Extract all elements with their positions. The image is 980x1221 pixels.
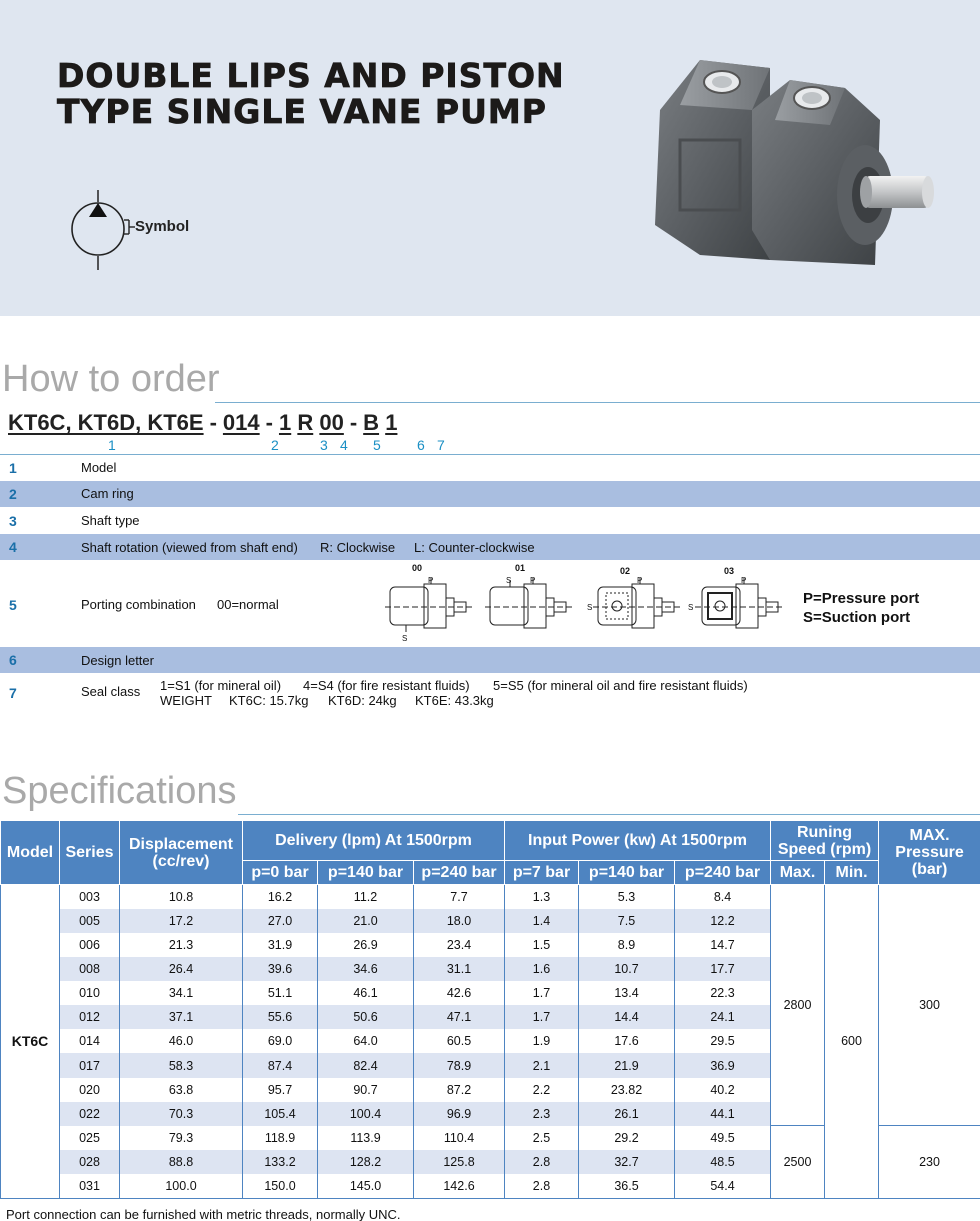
code-index: 6 <box>417 437 425 453</box>
table-cell: 50.6 <box>318 1005 414 1029</box>
table-cell: 40.2 <box>675 1078 771 1102</box>
table-cell: 005 <box>60 909 120 933</box>
port-legend-suction: S=Suction port <box>803 609 911 626</box>
table-cell: 17.6 <box>579 1029 675 1053</box>
table-cell: 96.9 <box>414 1102 505 1126</box>
code-seal: 1 <box>385 410 398 435</box>
table-cell: 13.4 <box>579 981 675 1005</box>
code-shaft-type: 1 <box>278 410 292 435</box>
table-cell: 600 <box>825 885 879 1199</box>
port-label-s: S <box>688 603 694 612</box>
table-cell: 26.1 <box>579 1102 675 1126</box>
col-pressure <box>879 821 980 885</box>
table-cell: 46.0 <box>120 1029 243 1053</box>
spec-heading-rule <box>238 814 980 815</box>
table-cell: 14.4 <box>579 1005 675 1029</box>
order-row-number: 7 <box>9 685 17 701</box>
table-cell: 26.9 <box>318 933 414 957</box>
code-cam-ring: 014 <box>222 410 260 435</box>
table-cell: 1.6 <box>505 957 579 981</box>
order-row-cam-ring <box>0 481 980 507</box>
col-delivery-240: p=240 bar <box>414 861 505 885</box>
table-cell: 34.1 <box>120 981 243 1005</box>
table-cell: 2.8 <box>505 1150 579 1174</box>
weight-kt6c: KT6C: 15.7kg <box>229 693 309 708</box>
table-cell: 1.9 <box>505 1029 579 1053</box>
title-line-2: TYPE SINGLE VANE PUMP <box>57 92 547 131</box>
table-cell: 028 <box>60 1150 120 1174</box>
order-row-label: Seal class <box>81 684 141 699</box>
table-cell: 54.4 <box>675 1174 771 1198</box>
order-row-number: 1 <box>9 460 17 476</box>
table-cell: 82.4 <box>318 1053 414 1077</box>
table-cell: 010 <box>60 981 120 1005</box>
table-cell: 8.9 <box>579 933 675 957</box>
code-model: KT6C, KT6D, KT6E <box>8 410 204 435</box>
col-displacement <box>120 821 243 885</box>
table-cell: 49.5 <box>675 1126 771 1150</box>
table-cell: 46.1 <box>318 981 414 1005</box>
porting-normal: 00=normal <box>217 597 279 612</box>
porting-code-00: 00 <box>412 563 423 573</box>
order-row-number: 4 <box>9 539 17 555</box>
table-cell: 300 <box>879 885 980 1126</box>
table-cell: 69.0 <box>243 1029 318 1053</box>
order-heading-rule <box>215 402 980 403</box>
table-cell: 51.1 <box>243 981 318 1005</box>
table-cell: 100.4 <box>318 1102 414 1126</box>
table-cell: 150.0 <box>243 1174 318 1198</box>
table-cell: 012 <box>60 1005 120 1029</box>
col-displacement-label: Displacement <box>128 835 234 853</box>
table-cell: 90.7 <box>318 1078 414 1102</box>
table-cell: 78.9 <box>414 1053 505 1077</box>
table-cell: 008 <box>60 957 120 981</box>
table-cell: 21.3 <box>120 933 243 957</box>
table-cell: 17.7 <box>675 957 771 981</box>
code-index: 5 <box>373 437 381 453</box>
table-cell: 44.1 <box>675 1102 771 1126</box>
seal-s5: 5=S5 (for mineral oil and fire resistant fluids) <box>493 678 748 693</box>
porting-code-02: 02 <box>620 566 631 576</box>
table-cell: 100.0 <box>120 1174 243 1198</box>
weight-kt6e: KT6E: 43.3kg <box>415 693 494 708</box>
rotation-counter-clockwise: L: Counter-clockwise <box>414 540 535 555</box>
table-cell: 36.9 <box>675 1053 771 1077</box>
code-dash: - <box>209 410 217 435</box>
table-row <box>1 885 980 909</box>
rotation-clockwise: R: Clockwise <box>320 540 396 555</box>
table-cell: 020 <box>60 1078 120 1102</box>
table-cell: 23.82 <box>579 1078 675 1102</box>
order-row-label: Shaft rotation (viewed from shaft end) <box>81 540 298 555</box>
table-cell: 18.0 <box>414 909 505 933</box>
col-pressure-line2: Pressure <box>895 844 964 861</box>
code-index: 3 <box>320 437 328 453</box>
table-cell: 87.2 <box>414 1078 505 1102</box>
table-cell: 58.3 <box>120 1053 243 1077</box>
porting-diagrams <box>380 560 790 647</box>
table-cell: 125.8 <box>414 1150 505 1174</box>
table-cell: 2.8 <box>505 1174 579 1198</box>
table-cell: 1.3 <box>505 885 579 909</box>
weight-label: WEIGHT <box>160 693 212 708</box>
table-cell: 022 <box>60 1102 120 1126</box>
col-model: Model <box>1 821 60 885</box>
table-cell: 2.3 <box>505 1102 579 1126</box>
col-delivery-140: p=140 bar <box>318 861 414 885</box>
port-legend-pressure: P=Pressure port <box>803 590 920 607</box>
table-cell: 105.4 <box>243 1102 318 1126</box>
spec-heading: Specifications <box>2 770 237 812</box>
table-cell: 42.6 <box>414 981 505 1005</box>
order-row-label: Model <box>81 460 117 475</box>
port-label-p: P <box>530 576 536 585</box>
col-speed <box>771 821 879 861</box>
table-cell: 8.4 <box>675 885 771 909</box>
port-label-s: S <box>587 603 593 612</box>
col-displacement-unit: (cc/rev) <box>152 852 210 870</box>
order-row-number: 5 <box>9 597 17 613</box>
col-pressure-line1: MAX. <box>909 827 950 844</box>
table-cell: 79.3 <box>120 1126 243 1150</box>
table-cell: 113.9 <box>318 1126 414 1150</box>
port-label-p: P <box>741 576 747 585</box>
table-cell: 21.0 <box>318 909 414 933</box>
table-cell: 10.8 <box>120 885 243 909</box>
table-cell: 16.2 <box>243 885 318 909</box>
table-cell: 64.0 <box>318 1029 414 1053</box>
table-cell: 1.5 <box>505 933 579 957</box>
code-design: B <box>363 410 380 435</box>
spec-table <box>0 820 980 1199</box>
table-cell: 128.2 <box>318 1150 414 1174</box>
table-cell: 2.1 <box>505 1053 579 1077</box>
table-cell: 26.4 <box>120 957 243 981</box>
table-cell: 34.6 <box>318 957 414 981</box>
table-cell: 1.7 <box>505 981 579 1005</box>
table-cell: 7.7 <box>414 885 505 909</box>
order-row-model <box>0 455 980 481</box>
col-power-240: p=240 bar <box>675 861 771 885</box>
col-series: Series <box>60 821 120 885</box>
order-row-design <box>0 647 980 673</box>
table-cell: 60.5 <box>414 1029 505 1053</box>
table-cell: 24.1 <box>675 1005 771 1029</box>
table-cell: 32.7 <box>579 1150 675 1174</box>
table-cell: 014 <box>60 1029 120 1053</box>
table-cell: 31.1 <box>414 957 505 981</box>
table-cell: 118.9 <box>243 1126 318 1150</box>
porting-code-01: 01 <box>515 563 526 573</box>
table-cell: 21.9 <box>579 1053 675 1077</box>
table-cell: 14.7 <box>675 933 771 957</box>
order-row-rotation <box>0 534 980 560</box>
model-code <box>8 410 397 436</box>
order-row-shaft-type <box>0 507 980 534</box>
table-cell: 31.9 <box>243 933 318 957</box>
table-cell: 22.3 <box>675 981 771 1005</box>
table-cell: 10.7 <box>579 957 675 981</box>
code-index: 4 <box>340 437 348 453</box>
col-power-7: p=7 bar <box>505 861 579 885</box>
table-cell: 88.8 <box>120 1150 243 1174</box>
table-cell: 63.8 <box>120 1078 243 1102</box>
pump-symbol-icon <box>65 190 135 270</box>
order-row-label: Porting combination <box>81 597 196 612</box>
table-cell: 95.7 <box>243 1078 318 1102</box>
seal-s1: 1=S1 (for mineral oil) <box>160 678 282 693</box>
weight-kt6d: KT6D: 24kg <box>328 693 397 708</box>
table-cell: 1.7 <box>505 1005 579 1029</box>
code-index: 1 <box>108 437 116 453</box>
code-dash: - <box>265 410 273 435</box>
table-cell: 110.4 <box>414 1126 505 1150</box>
page-title <box>57 58 565 130</box>
port-label-p: P <box>428 576 434 585</box>
table-cell: 003 <box>60 885 120 909</box>
table-cell: 36.5 <box>579 1174 675 1198</box>
order-row-number: 3 <box>9 513 17 529</box>
table-cell: 48.5 <box>675 1150 771 1174</box>
table-cell: 1.4 <box>505 909 579 933</box>
order-row-label: Cam ring <box>81 486 134 501</box>
code-rotation: R <box>297 410 314 435</box>
table-cell: 87.4 <box>243 1053 318 1077</box>
order-row-seal <box>0 673 980 713</box>
table-cell: 27.0 <box>243 909 318 933</box>
symbol-label: Symbol <box>135 218 190 235</box>
table-cell: 23.4 <box>414 933 505 957</box>
port-label-s: S <box>506 576 512 585</box>
table-cell: 37.1 <box>120 1005 243 1029</box>
table-cell: 29.5 <box>675 1029 771 1053</box>
vane-pump-image <box>640 50 940 275</box>
col-speed-line2: Speed (rpm) <box>777 840 872 858</box>
order-row-number: 6 <box>9 652 17 668</box>
table-cell: 39.6 <box>243 957 318 981</box>
code-index: 7 <box>437 437 445 453</box>
table-cell: 7.5 <box>579 909 675 933</box>
spec-table-body <box>1 885 980 1199</box>
col-power: Input Power (kw) At 1500rpm <box>505 821 771 861</box>
table-cell: 47.1 <box>414 1005 505 1029</box>
col-delivery: Delivery (lpm) At 1500rpm <box>243 821 505 861</box>
porting-code-03: 03 <box>724 566 735 576</box>
col-speed-line1: Runing <box>796 823 853 841</box>
order-row-number: 2 <box>9 486 17 502</box>
table-cell: 29.2 <box>579 1126 675 1150</box>
order-row-porting <box>0 560 980 647</box>
table-cell: 145.0 <box>318 1174 414 1198</box>
table-cell: 006 <box>60 933 120 957</box>
table-cell: 142.6 <box>414 1174 505 1198</box>
table-cell: 11.2 <box>318 885 414 909</box>
col-pressure-line3: (bar) <box>911 861 948 878</box>
table-cell: 2500 <box>771 1126 825 1198</box>
table-cell: 5.3 <box>579 885 675 909</box>
footnote: Port connection can be furnished with metric threads, normally UNC. <box>6 1207 401 1221</box>
code-dash: - <box>349 410 358 435</box>
table-cell: 2800 <box>771 885 825 1126</box>
order-row-label: Design letter <box>81 653 154 668</box>
seal-s4: 4=S4 (for fire resistant fluids) <box>303 678 470 693</box>
code-porting: 00 <box>319 410 344 435</box>
table-cell: 133.2 <box>243 1150 318 1174</box>
table-cell: 70.3 <box>120 1102 243 1126</box>
title-line-1: DOUBLE LIPS AND PISTON <box>57 56 565 95</box>
col-speed-max: Max. <box>771 861 825 885</box>
col-power-140: p=140 bar <box>579 861 675 885</box>
order-row-label: Shaft type <box>81 513 140 528</box>
port-legend <box>803 589 919 627</box>
table-cell: 2.5 <box>505 1126 579 1150</box>
table-cell: KT6C <box>1 885 60 1199</box>
port-label-s: S <box>402 634 408 643</box>
table-cell: 55.6 <box>243 1005 318 1029</box>
col-delivery-0: p=0 bar <box>243 861 318 885</box>
table-cell: 12.2 <box>675 909 771 933</box>
code-index: 2 <box>271 437 279 453</box>
table-cell: 2.2 <box>505 1078 579 1102</box>
table-cell: 17.2 <box>120 909 243 933</box>
table-cell: 017 <box>60 1053 120 1077</box>
order-heading: How to order <box>2 358 220 400</box>
port-label-p: P <box>637 576 643 585</box>
table-cell: 031 <box>60 1174 120 1198</box>
table-cell: 230 <box>879 1126 980 1198</box>
col-speed-min: Min. <box>825 861 879 885</box>
table-cell: 025 <box>60 1126 120 1150</box>
